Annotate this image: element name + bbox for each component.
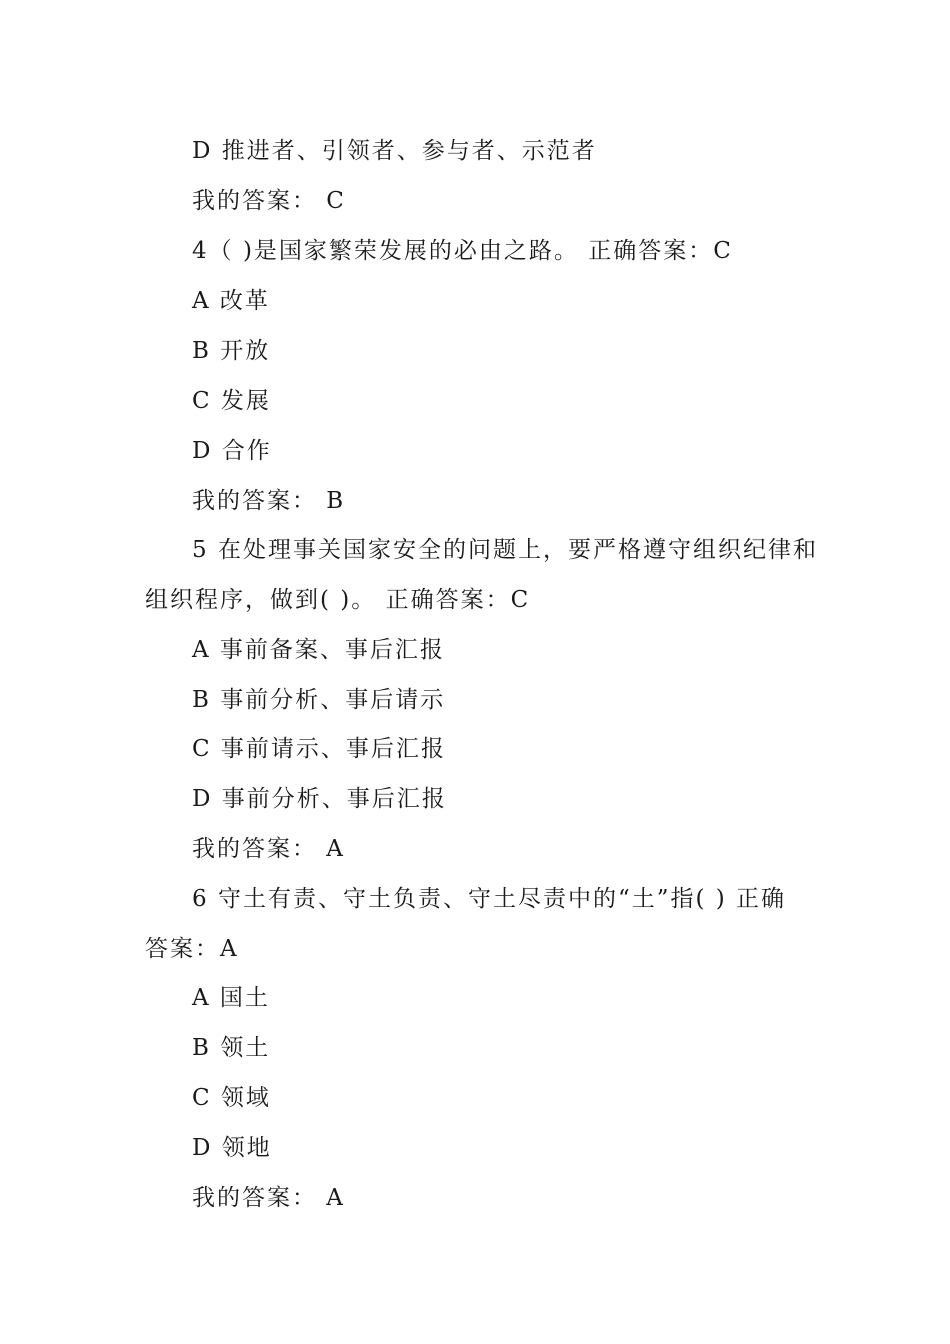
- q6-my-answer: 我的答案： A: [192, 1185, 345, 1211]
- q6-option-d: D 领地: [192, 1135, 272, 1161]
- q5-option-c: C 事前请示、事后汇报: [192, 736, 446, 762]
- q6-option-a: A 国土: [192, 985, 270, 1011]
- q4-my-answer: 我的答案： B: [192, 488, 346, 514]
- q6-question-line2: 答案：A: [145, 936, 239, 962]
- q4-option-a: A 改革: [192, 288, 270, 314]
- q4-option-c: C 发展: [192, 388, 271, 414]
- q5-option-b: B 事前分析、事后请示: [192, 687, 446, 713]
- q6-question-line1: 6 守土有责、守土负责、守土尽责中的“土”指( ) 正确: [192, 886, 787, 912]
- q6-option-b: B 领土: [192, 1035, 271, 1061]
- q4-question: 4（ )是国家繁荣发展的必由之路。 正确答案：C: [192, 238, 733, 264]
- q5-my-answer: 我的答案： A: [192, 836, 345, 862]
- q6-option-c: C 领域: [192, 1085, 271, 1111]
- q5-question-line1: 5 在处理事关国家安全的问题上，要严格遵守组织纪律和: [192, 537, 818, 563]
- q5-question-line2: 组织程序，做到( )。 正确答案：C: [145, 587, 531, 613]
- q3-my-answer: 我的答案： C: [192, 188, 346, 214]
- q4-option-b: B 开放: [192, 338, 271, 364]
- q5-option-a: A 事前备案、事后汇报: [192, 637, 445, 663]
- q5-option-d: D 事前分析、事后汇报: [192, 786, 447, 812]
- q3-option-d: D 推进者、引领者、参与者、示范者: [192, 138, 597, 164]
- q4-option-d: D 合作: [192, 438, 272, 464]
